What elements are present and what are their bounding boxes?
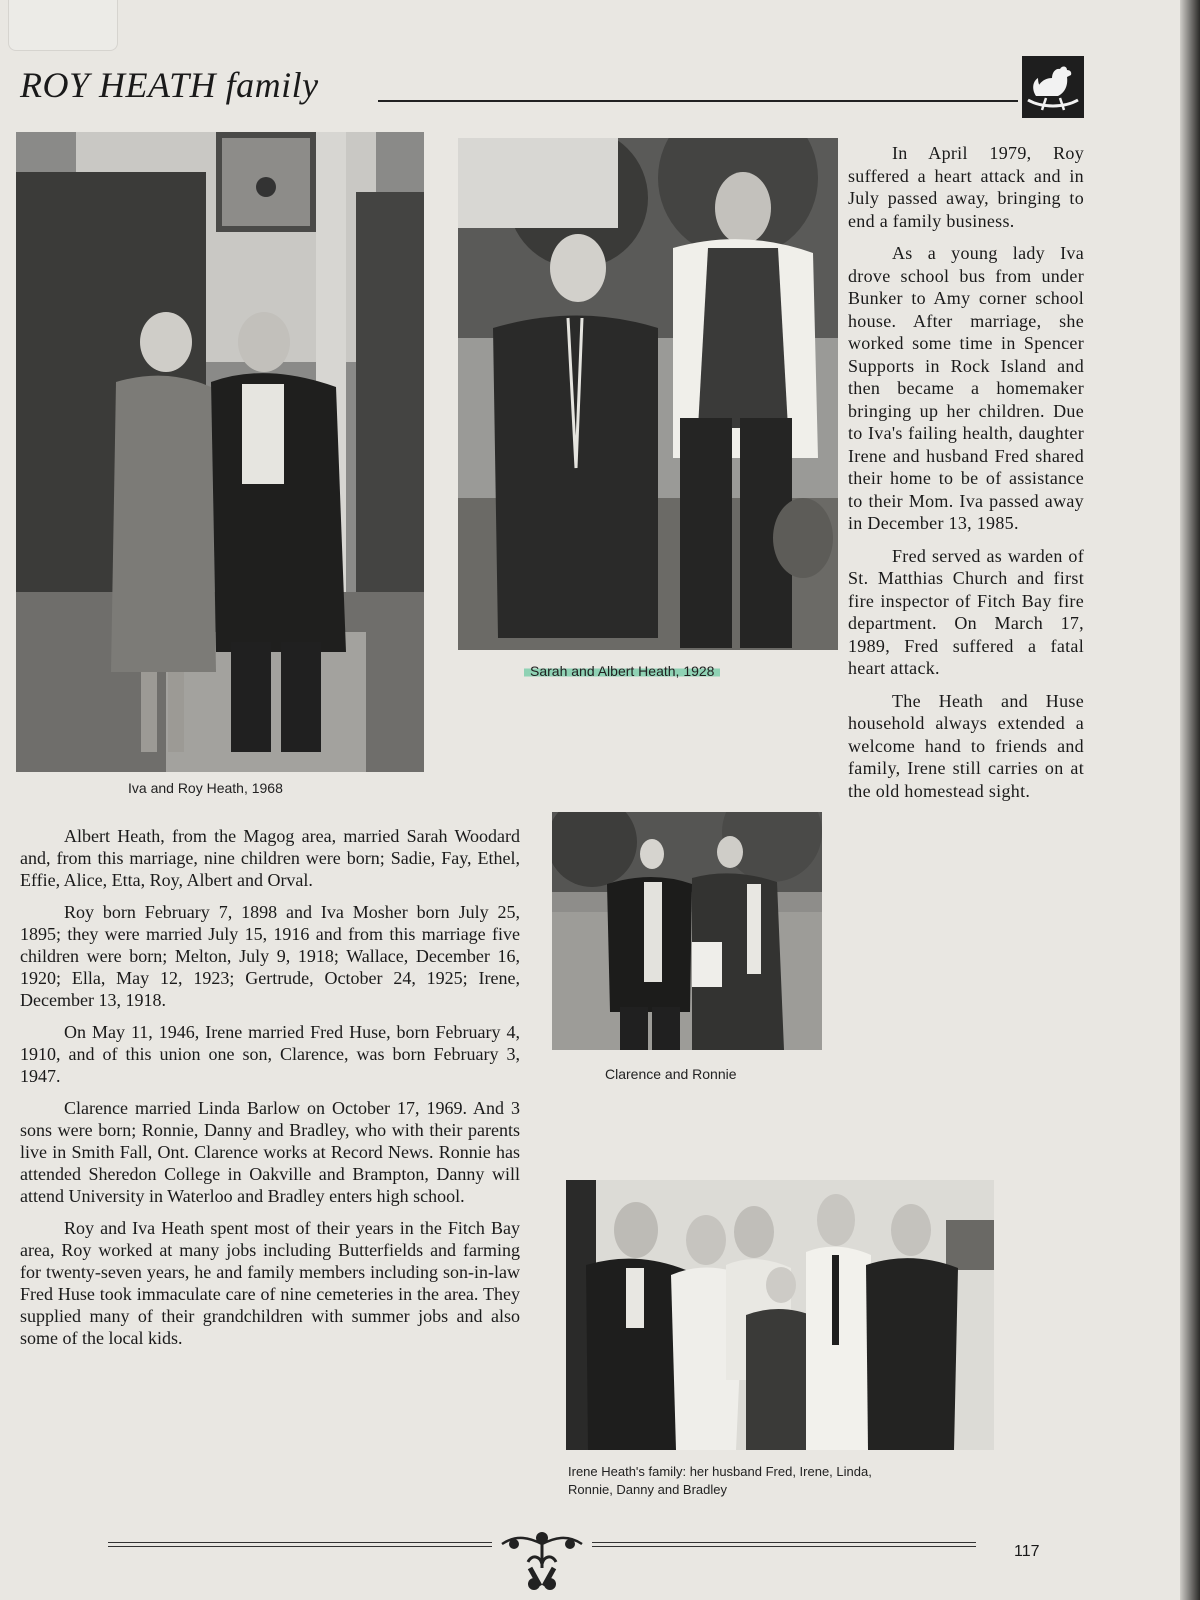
footer-rule-left [108,1542,492,1547]
caption-irene-family-line2: Ronnie, Danny and Bradley [568,1482,727,1497]
caption-irene-family-line1: Irene Heath's family: her husband Fred, Irene, Linda, [568,1464,872,1479]
caption-iva-and-roy: Iva and Roy Heath, 1968 [128,780,283,796]
paragraph-roy-heart-attack: In April 1979, Roy suffered a heart attack and in July passed away, bringing to end a family business. [848,143,1084,231]
paragraph-iva-young-lady: As a young lady Iva drove school bus from under Bunker to Amy corner school house. After marriage, she worked some time in Spencer Supports in Rock Island and then became a homemaker bringing up her children. Due to Iva's failing health, daughter Irene and husband Fred shared their home to be of assistance to their Mom. Iva passed away in December 13, 1985. [848,243,1084,533]
paragraph-fred-warden: Fred served as warden of St. Matthias Church and first fire inspector of Fitch Bay fire department. On March 17, 1989, Fred suffered a fatal heart attack. [848,545,1084,678]
page-number: 117 [1014,1543,1040,1560]
rooster-icon [1022,56,1084,118]
article-right-column [848,142,1084,812]
photo-irene-heath-family [566,1180,994,1450]
floral-ornament-icon [492,1528,592,1594]
page-title: ROY HEATH family [20,65,319,105]
page-tab-marker [8,0,118,51]
paragraph-clarence-and-linda: Clarence married Linda Barlow on October 17, 1969. And 3 sons were born; Ronnie, Danny and Bradley, who with their parents live in Smith Fall, Ont. Clarence works at Record News. Ronnie has attended Sheredon College in Oakville and Brampton, Danny will attend University in Waterloo and Bradley enters high school. [20,1098,520,1206]
page-edge-shadow [1180,0,1200,1600]
photo-clarence-and-ronnie [552,812,822,1050]
paragraph-irene-and-fred: On May 11, 1946, Irene married Fred Huse, born February 4, 1910, and of this union one son, Clarence, was born February 3, 1947. [20,1022,520,1086]
paragraph-roy-and-iva: Roy born February 7, 1898 and Iva Mosher born July 25, 1895; they were married July 15, 1916 and from this marriage five children were born; Melton, July 9, 1918; Wallace, December 16, 1920; Ella, May 12, 1923; Gertrude, October 24, 1925; Irene, December 13, 1918. [20,902,520,1010]
photo-sarah-and-albert [458,138,838,650]
paragraph-albert-heath: Albert Heath, from the Magog area, married Sarah Woodard and, from this marriage, nine children were born; Sadie, Fay, Ethel, Effie, Alice, Etta, Roy, Albert and Orval. [20,826,520,890]
article-left-column [20,825,520,1359]
caption-clarence-and-ronnie: Clarence and Ronnie [605,1066,737,1082]
caption-sarah-and-albert: Sarah and Albert Heath, 1928 [524,663,720,679]
paragraph-fitch-bay-years: Roy and Iva Heath spent most of their years in the Fitch Bay area, Roy worked at many jobs including Butterfields and farming for twenty-seven years, he and family members including son-in-law Fred Huse took immaculate care of nine cemeteries in the area. They supplied many of their grandchildren with summer jobs and also some of the local kids. [20,1218,520,1348]
paragraph-household-welcome: The Heath and Huse household always extended a welcome hand to friends and family, Irene still carries on at the old homestead sight. [848,690,1084,801]
photo-iva-and-roy [16,132,424,772]
footer-rule-right [592,1542,976,1547]
title-rule [378,100,1018,102]
